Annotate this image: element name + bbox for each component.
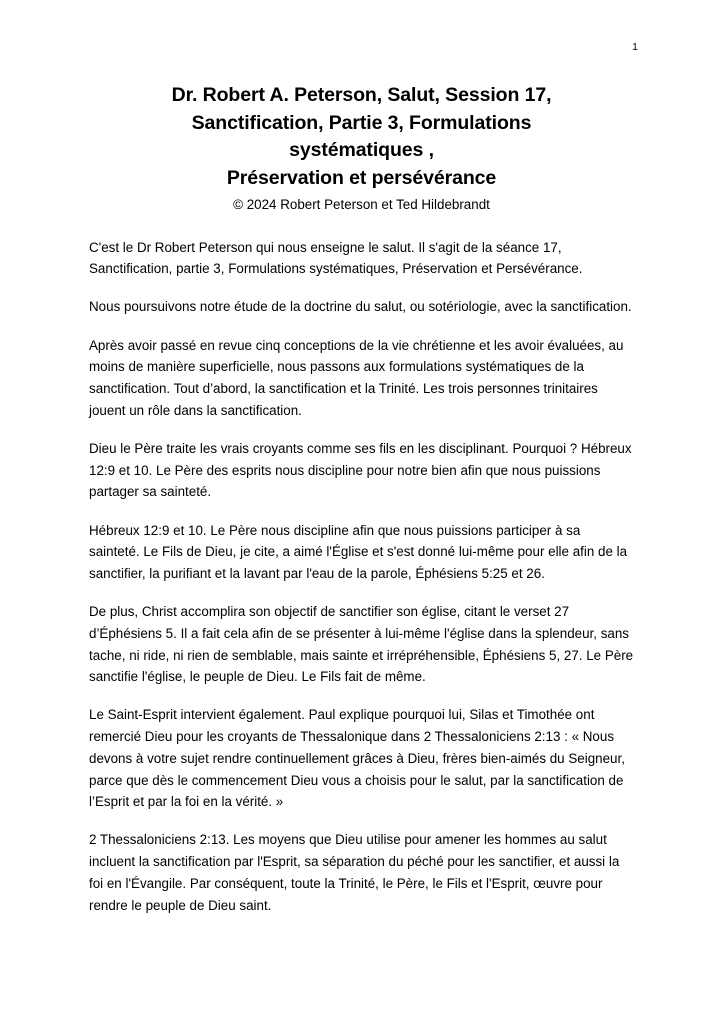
title-line: systématiques ,	[289, 139, 434, 162]
paragraph: De plus, Christ accomplira son objectif de sanctifier son église, citant le verset 27 d’Éphésiens 5. Il a fait cela afin de se présenter à lui-même l'église dans la splendeur, sans tache, ni ride, ni rien de semblable, mais sainte et irrépréhensible, Éphésiens 5, 27. Le Père sanctifie l'église, le peuple de Dieu. Le Fils fait de même.	[89, 604, 634, 685]
title-line: Préservation et persévérance	[226, 167, 497, 190]
title-line: Sanctification, Partie 3, Formulations	[191, 111, 532, 134]
copyright-notice: © 2024 Robert Peterson et Ted Hildebrandt	[233, 196, 490, 212]
paragraph: Hébreux 12:9 et 10. Le Père nous discipline afin que nous puissions participer à sa sainteté. Le Fils de Dieu, je cite, a aimé l'Église et s'est donné lui-même pour elle afin de la sanctifier, la purifiant et la lavant par l'eau de la parole, Éphésiens 5:25 et 26.	[89, 522, 628, 581]
page-number: 1	[632, 41, 638, 53]
paragraph: C'est le Dr Robert Peterson qui nous enseigne le salut. Il s'agit de la séance 17, Sanctification, partie 3, Formulations systématiques, Préservation et Persévérance.	[89, 239, 583, 277]
page-title	[89, 82, 634, 193]
document-body	[89, 237, 634, 917]
title-line: Dr. Robert A. Peterson, Salut, Session 17,	[171, 84, 552, 106]
paragraph: Dieu le Père traite les vrais croyants comme ses fils en les disciplinant. Pourquoi ? Hébreux 12:9 et 10. Le Père des esprits nous discipline pour notre bien afin que nous puissions partager sa sainteté.	[89, 440, 632, 500]
document-content	[89, 82, 634, 916]
paragraph: Le Saint-Esprit intervient également. Paul explique pourquoi lui, Silas et Timothée ont remercié Dieu pour les croyants de Thessalonique dans 2 Thessaloniciens 2:13 : « Nous devons à votre sujet rendre continuellement grâces à Dieu, frères bien-aimés du Seigneur, parce que dès le commencement Dieu vous a choisis pour le salut, par la sanctification de l’Esprit et par la foi en la vérité. »	[89, 707, 625, 810]
paragraph: Après avoir passé en revue cinq conceptions de la vie chrétienne et les avoir évaluées, au moins de manière superficielle, nous passons aux formulations systématiques de la sanctification. Tout d’abord, la sanctification et la Trinité. Les trois personnes trinitaires jouent un rôle dans la sanctification.	[89, 337, 624, 418]
paragraph: 2 Thessaloniciens 2:13. Les moyens que Dieu utilise pour amener les hommes au salut incluent la sanctification par l'Esprit, sa séparation du péché pour les sanctifier, et aussi la foi en l'Évangile. Par conséquent, toute la Trinité, le Père, le Fils et l'Esprit, œuvre pour rendre le peuple de Dieu saint.	[89, 832, 620, 913]
paragraph: Nous poursuivons notre étude de la doctrine du salut, ou sotériologie, avec la sanctification.	[89, 299, 632, 315]
